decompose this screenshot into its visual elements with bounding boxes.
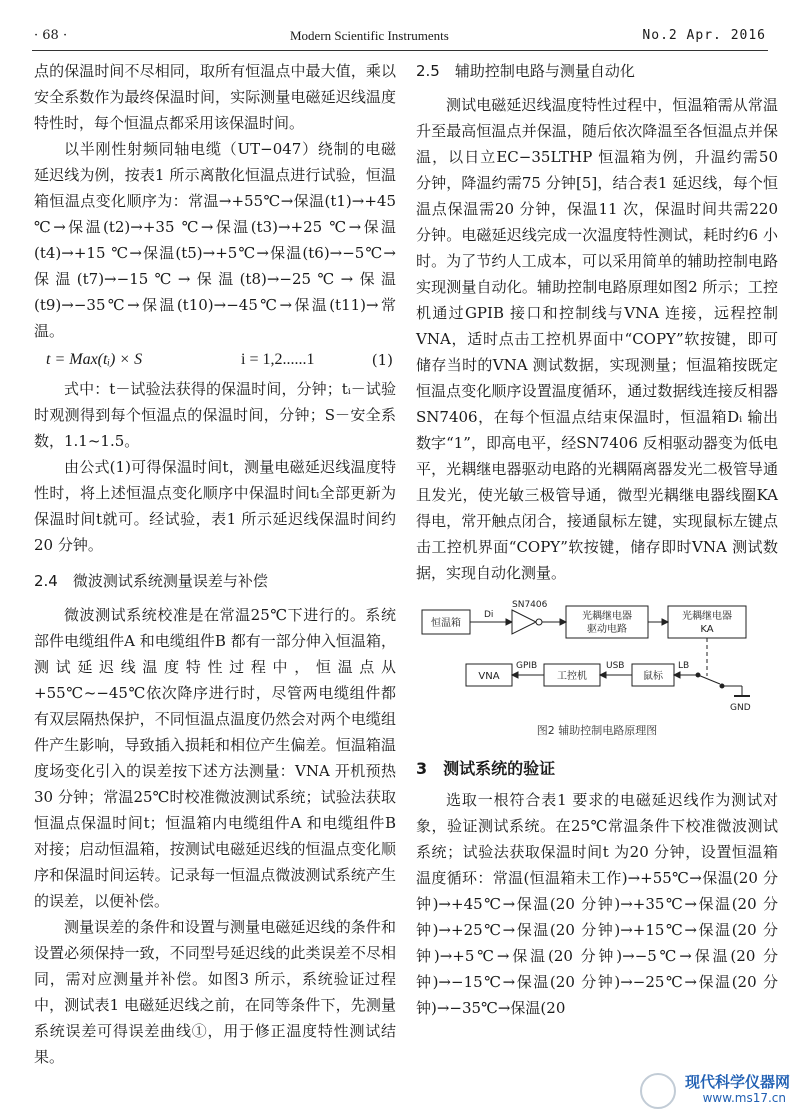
- arrow-icon: [560, 619, 566, 625]
- circuit-diagram: [416, 600, 778, 718]
- usb-label: USB: [606, 661, 625, 671]
- lb-label: LB: [678, 661, 690, 671]
- arrow-icon: [506, 619, 512, 625]
- formula-number: (1): [371, 351, 393, 369]
- figure-2: [416, 600, 778, 738]
- watermark-title: 现代科学仪器网: [684, 1073, 790, 1091]
- site-watermark: [640, 1071, 790, 1107]
- arrow-icon: [512, 672, 518, 678]
- formula-main: t = Max(tᵢ) × S: [46, 351, 143, 368]
- page-number: · 68 ·: [34, 28, 68, 43]
- paragraph: 选取一根符合表1 要求的电磁延迟线作为测试对象，验证测试系统。在25℃常温条件下校准微波测试系统；试验法获取保温时间t 为20 分钟，设置恒温箱温度循环：常温(恒温箱未工作)→+55℃→保温(20 分钟)→+45℃→保温(20 分钟)→+35℃→保温(20 分钟)→+25℃→保温(20 分钟)→+15℃→保温(20 分钟)→+5℃→保温(20 分钟)→−5℃→保温(20 分钟)→−15℃→保温(20 分钟)→−25℃→保温(20 分钟)→−35℃→保温(20: [416, 791, 778, 1017]
- paragraph: 点的保温时间不尽相同，取所有恒温点中最大值，乘以安全系数作为最终保温时间，实际测量电磁延迟线温度特性时，每个恒温点都采用该保温时间。: [34, 62, 396, 132]
- ipc-label: 工控机: [557, 671, 587, 682]
- oven-label: 恒温箱: [431, 618, 461, 629]
- switch-blade: [698, 675, 720, 684]
- watermark-url: www.ms17.cn: [702, 1091, 786, 1105]
- watermark-logo-icon: [640, 1073, 676, 1109]
- di-label: Di: [484, 610, 494, 620]
- gpib-label: GPIB: [516, 661, 538, 671]
- section-heading: 3 测试系统的验证: [416, 759, 556, 778]
- page-header: [32, 22, 768, 51]
- vna-label: VNA: [478, 671, 500, 682]
- formula-1: [34, 346, 396, 374]
- paragraph: 测量误差的条件和设置与测量电磁延迟线的条件和设置必须保持一致，不同型号延迟线的此类误差不尽相同，需对应测量并补偿。如图3 所示，系统验证过程中，测试表1 电磁延迟线之前，在同等条件下，先测量系统误差可得误差曲线①，用于修正温度特性测试结果。: [34, 918, 396, 1066]
- relay-drive-label-2: 驱动电路: [587, 624, 627, 635]
- paragraph: 由公式(1)可得保温时间t，测量电磁延迟线温度特性时，将上述恒温点变化顺序中保温时间tᵢ全部更新为保温时间t就可。经试验，表1 所示延迟线保温时间约20 分钟。: [34, 458, 396, 554]
- paragraph: 式中：t－试验法获得的保温时间，分钟；tᵢ－试验时观测得到每个恒温点的保温时间，分钟；S－安全系数，1.1~1.5。: [34, 380, 396, 450]
- relay-label-1: 光耦继电器: [682, 611, 732, 622]
- inverter-bubble-icon: [536, 619, 542, 625]
- inverter-icon: [512, 610, 536, 634]
- arrow-icon: [662, 619, 668, 625]
- section-heading: 2.5 辅助控制电路与测量自动化: [416, 62, 635, 80]
- arrow-icon: [600, 672, 606, 678]
- mouse-label: 鼠标: [643, 671, 663, 682]
- formula-index: i = 1,2......1: [241, 351, 315, 368]
- relay-label-2: KA: [700, 624, 714, 635]
- section-heading: 2.4 微波测试系统测量误差与补偿: [34, 572, 268, 590]
- sn-label: SN7406: [512, 600, 548, 610]
- arrow-icon: [674, 672, 680, 678]
- journal-title: Modern Scientific Instruments: [290, 28, 449, 43]
- right-column: [416, 58, 778, 1021]
- gnd-label: GND: [730, 703, 751, 713]
- figure-caption: 图2 辅助控制电路原理图: [536, 724, 658, 737]
- issue-info: No.2 Apr. 2016: [642, 28, 766, 43]
- paragraph: 测试电磁延迟线温度特性过程中，恒温箱需从常温升至最高恒温点并保温，随后依次降温至各恒温点并保温，以日立EC−35LTHP 恒温箱为例，升温约需50 分钟，降温约需75 分钟[5]，结合表1 延迟线，每个恒温点保温需20 分钟，保温11 次，保温时间共需220 分钟。电磁延迟线完成一次温度特性测试，耗时约6 小时。为了节约人工成本，可以采用简单的辅助控制电路实现测量自动化。辅助控制电路原理如图2 所示；工控机通过GPIB 接口和控制线与VNA 连接，远程控制VNA，适时点击工控机界面中“COPY”软按键，即可储存当时的VNA 测试数据，实现测量；恒温箱按既定恒温点变化顺序设置温度循环，通过数据线连接反相器SN7406，在每个恒温点结束保温时，恒温箱Dᵢ 输出数字“1”，即高电平，经SN7406 反相驱动器变为低电平，光耦继电器驱动电路的光耦隔离器发光二极管导通且发光，使光敏三极管导通，微型光耦继电器线圈KA 得电，常开触点闭合，接通鼠标左键，实现鼠标左键点击工控机界面“COPY”软按键，储存即时VNA 测试数据，实现自动化测量。: [416, 96, 778, 582]
- paragraph: 以半刚性射频同轴电缆（UT−047）绕制的电磁延迟线为例，按表1 所示离散化恒温点进行试验，恒温箱恒温点变化顺序为：常温→+55℃→保温(t1)→+45 ℃→保温(t2)→+35 ℃→保温(t3)→+25 ℃→保温(t4)→+15 ℃→保温(t5)→+5℃→保温(t6)→−5℃→保温(t7)→−15℃→保温(t8)→−25℃→保温(t9)→−35℃→保温(t10)→−45℃→保温(t11)→常温。: [34, 140, 396, 340]
- left-column: [34, 58, 396, 1070]
- relay-drive-label-1: 光耦继电器: [582, 611, 632, 622]
- paragraph: 微波测试系统校准是在常温25℃下进行的。系统部件电缆组件A 和电缆组件B 都有一部分伸入恒温箱，测试延迟线温度特性过程中，恒温点从+55℃~−45℃依次降序进行时，尽管两电缆组件都有双层隔热保护，不同恒温点温度仍然会对两个电缆组件产生影响，导致插入损耗和相位产生偏差。恒温箱温度场变化引入的误差按下述方法测量：VNA 开机预热30 分钟；常温25℃时校准微波测试系统；试验法获取恒温点保温时间t；恒温箱内电缆组件A 和电缆组件B 对接；启动恒温箱，按测试电磁延迟线的恒温点变化顺序和保温时间运转。记录每一恒温点微波测试系统产生的误差，以便补偿。: [34, 606, 396, 910]
